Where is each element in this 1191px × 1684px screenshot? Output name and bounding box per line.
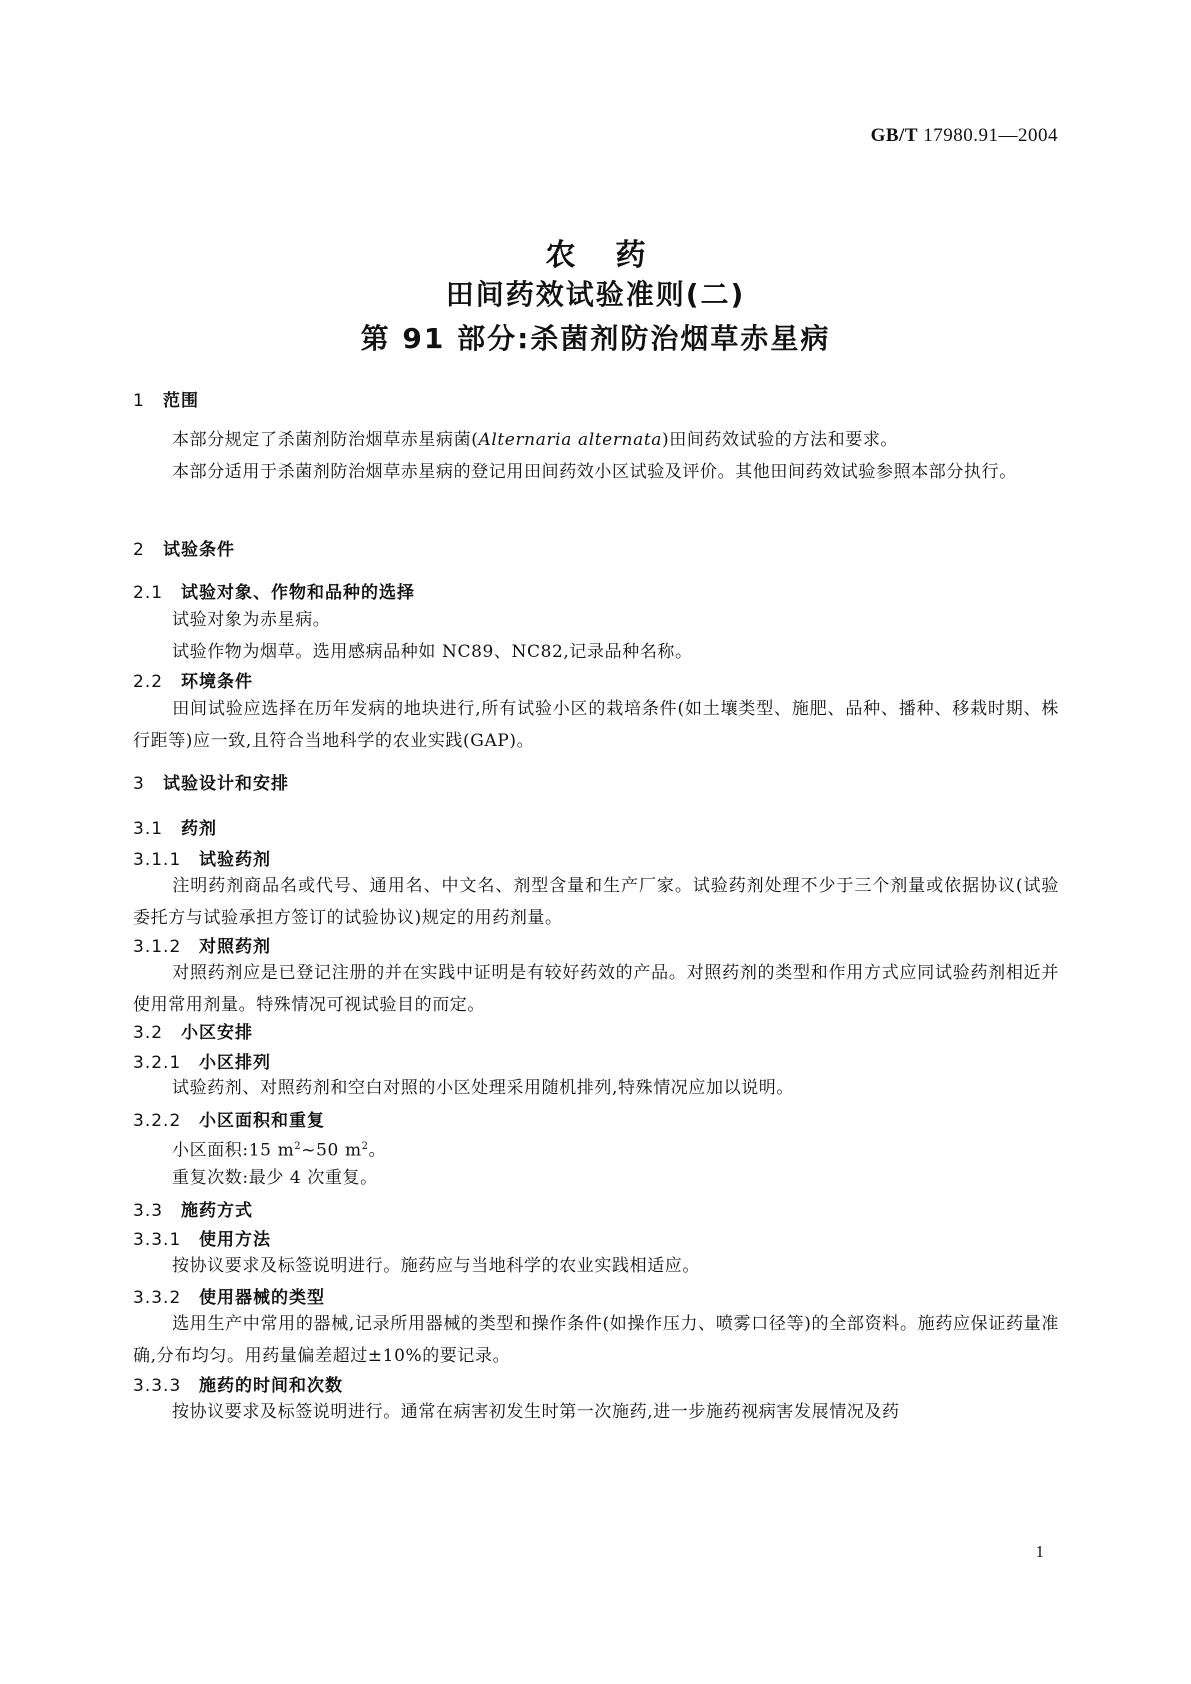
section-3-3-3-heading [133,1371,343,1396]
section-number: 3.2.1 [133,1053,182,1073]
section-3-3-2-heading [133,1283,325,1308]
section-title: 使用方法 [199,1230,271,1250]
section-title: 试验药剂 [199,850,271,870]
para-text: 按协议要求及标签说明进行。施药应与当地科学的农业实践相适应。 [172,1256,700,1276]
para-text: 选用生产中常用的器械,记录所用器械的类型和操作条件(如操作压力、喷雾口径等)的全部资料。施药应保证药量准确,分布均匀。用药量偏差超过±10%的要记录。 [133,1314,1059,1366]
section-3-2-heading [133,1018,253,1043]
section-2-heading [133,535,235,560]
section-number: 3.1 [133,819,164,839]
section-number: 3.1.1 [133,850,182,870]
section-3-3-1-heading [133,1225,271,1250]
section-3-3-1-paragraph [133,1250,1059,1282]
para-text: 按协议要求及标签说明进行。通常在病害初发生时第一次施药,进一步施药视病害发展情况及药 [172,1402,900,1422]
para-text: 试验对象为赤星病。 [172,610,331,630]
section-number: 3 [133,774,145,794]
section-number: 3.3.2 [133,1288,182,1308]
section-2-2-paragraph [133,693,1059,757]
section-3-3-2-paragraph [133,1308,1059,1372]
section-title: 施药方式 [181,1201,253,1221]
para-text: 田间试验应选择在历年发病的地块进行,所有试验小区的栽培条件(如土壤类型、施肥、品种、播种、移栽时期、株行距等)应一致,且符合当地科学的农业实践(GAP)。 [133,699,1059,751]
para-text: 注明药剂商品名或代号、通用名、中文名、剂型含量和生产厂家。试验药剂处理不少于三个剂量或依据协议(试验委托方与试验承担方签订的试验协议)规定的用药剂量。 [133,876,1059,928]
section-3-1-2-paragraph [133,957,1059,1021]
section-title: 施药的时间和次数 [199,1376,343,1396]
superscript: 2 [361,1141,369,1152]
section-2-1-paragraph-2 [133,636,1059,668]
section-number: 3.3 [133,1201,164,1221]
section-2-2-heading [133,667,253,692]
section-number: 2.1 [133,583,164,603]
section-3-2-1-paragraph [133,1072,1059,1104]
section-number: 2 [133,540,145,560]
section-3-2-1-heading [133,1048,271,1073]
section-1-paragraph-2 [133,456,1059,488]
section-3-3-heading [133,1196,253,1221]
section-3-1-1-heading [133,845,271,870]
section-number: 3.3.3 [133,1376,182,1396]
standard-code [0,125,1058,147]
para-text: 重复次数:最少 4 次重复。 [172,1168,378,1188]
section-title: 小区安排 [181,1023,253,1043]
section-3-1-1-paragraph [133,870,1059,934]
section-title: 试验对象、作物和品种的选择 [181,583,415,603]
section-3-3-3-paragraph [133,1396,1059,1428]
section-title: 试验设计和安排 [163,774,289,794]
section-title: 药剂 [181,819,217,839]
standard-code-number: 17980.91—2004 [918,125,1058,146]
section-3-1-2-heading [133,932,271,957]
section-3-1-heading [133,814,217,839]
latin-name: Alternaria alternata [478,430,662,450]
section-title: 对照药剂 [199,937,271,957]
para-text: 小区面积:15 m [172,1140,295,1161]
section-title: 环境条件 [181,672,253,692]
section-2-1-heading [133,578,415,603]
superscript: 2 [294,1141,302,1152]
section-number: 3.2 [133,1023,164,1043]
para-text: 。 [368,1140,387,1161]
section-1-paragraph-1 [133,424,1059,456]
standard-code-prefix: GB/T [870,125,918,146]
title-line-1: 农药 [545,238,686,273]
section-number: 3.2.2 [133,1111,182,1131]
section-title: 小区排列 [199,1053,271,1073]
section-1-heading [133,386,199,411]
section-title: 试验条件 [163,540,235,560]
title-line-2: 田间药效试验准则(二) [445,278,746,311]
section-3-2-2-heading [133,1106,325,1131]
para-text: )田间药效试验的方法和要求。 [662,430,899,450]
page-number: 1 [1035,1542,1044,1561]
section-number: 1 [133,391,145,411]
section-number: 3.3.1 [133,1230,182,1250]
para-text: 对照药剂应是已登记注册的并在实践中证明是有较好药效的产品。对照药剂的类型和作用方式应同试验药剂相近并使用常用剂量。特殊情况可视试验目的而定。 [133,963,1059,1015]
section-2-1-paragraph-1 [133,604,1059,636]
section-3-heading [133,769,289,794]
section-number: 3.1.2 [133,937,182,957]
title-line-3: 第 91 部分:杀菌剂防治烟草赤星病 [360,322,831,355]
section-title: 范围 [163,391,199,411]
para-text: 本部分规定了杀菌剂防治烟草赤星病菌( [172,430,479,450]
para-text: 试验药剂、对照药剂和空白对照的小区处理采用随机排列,特殊情况应加以说明。 [172,1078,795,1098]
section-title: 小区面积和重复 [199,1111,325,1131]
section-number: 2.2 [133,672,164,692]
para-text: ~50 m [301,1140,362,1161]
para-text: 本部分适用于杀菌剂防治烟草赤星病的登记用田间药效小区试验及评价。其他田间药效试验参照本部分执行。 [172,462,1017,482]
section-title: 使用器械的类型 [199,1288,325,1308]
section-3-2-2-paragraph-2 [133,1162,1059,1194]
para-text: 试验作物为烟草。选用感病品种如 NC89、NC82,记录品种名称。 [172,642,693,662]
